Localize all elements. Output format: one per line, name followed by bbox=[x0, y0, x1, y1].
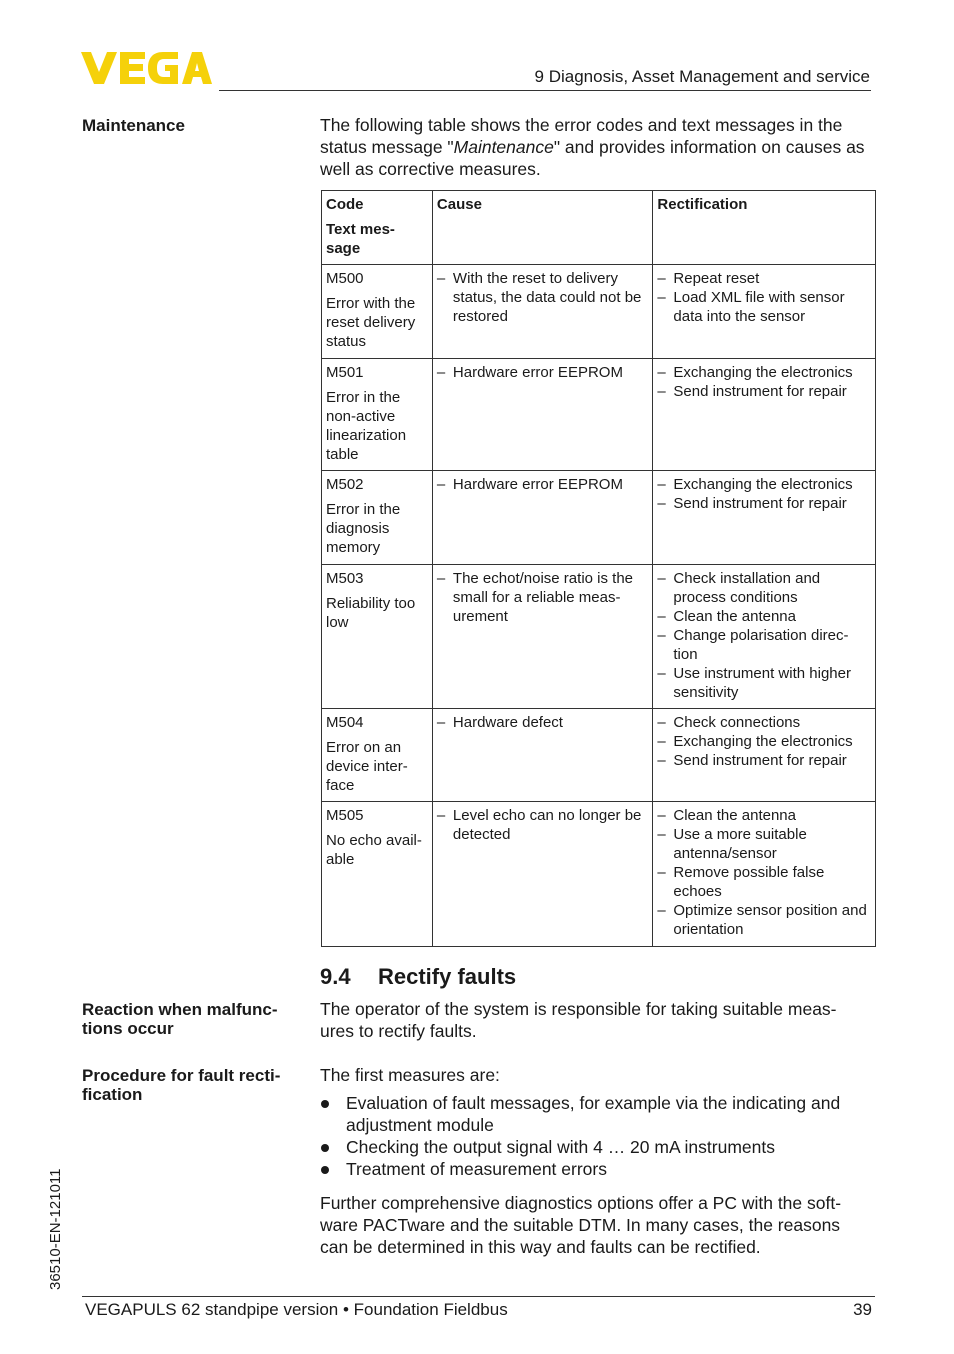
cause-cell-list bbox=[437, 806, 648, 844]
rectification-item: – Repeat reset bbox=[657, 269, 871, 288]
rectification-cell bbox=[653, 359, 876, 471]
rectification-cell-list bbox=[657, 363, 871, 401]
code-cell bbox=[322, 265, 433, 359]
error-message: Error in the diagnosis memory bbox=[326, 501, 401, 556]
section-number: 9.4 bbox=[320, 964, 351, 989]
rectification-cell bbox=[653, 802, 876, 947]
rectification-cell bbox=[653, 709, 876, 802]
header-code-cell bbox=[322, 191, 433, 265]
section-title: Rectify faults bbox=[378, 964, 517, 989]
rectification-item: – Check connections bbox=[657, 713, 871, 732]
procedure-intro: The first measures are: bbox=[320, 1065, 500, 1085]
footer-divider bbox=[82, 1296, 875, 1297]
error-code: M503 bbox=[326, 570, 364, 587]
vega-logo bbox=[81, 52, 212, 84]
cause-item: – With the reset to delivery status, the data could not be restored bbox=[437, 269, 648, 326]
footer-product: VEGAPULS 62 standpipe version • Foundation Fieldbus bbox=[85, 1300, 508, 1319]
reaction-text: The operator of the system is responsible for taking suitable meas-ures to rectify faults. bbox=[320, 999, 837, 1041]
maintenance-intro bbox=[320, 114, 865, 180]
list-item-text: Treatment of measurement errors bbox=[346, 1159, 607, 1179]
cause-cell bbox=[432, 359, 652, 471]
section-heading bbox=[320, 964, 516, 990]
list-item-text: Evaluation of fault messages, for example via the indicating and adjustment module bbox=[346, 1093, 841, 1135]
cause-item: – Hardware error EEPROM bbox=[437, 475, 648, 494]
cause-item: – The echot/noise ratio is the small for a reliable meas-urement bbox=[437, 569, 648, 626]
list-item bbox=[320, 1136, 865, 1158]
cause-cell bbox=[432, 265, 652, 359]
header-section-title: 9 Diagnosis, Asset Management and service bbox=[534, 67, 870, 86]
error-code: M500 bbox=[326, 270, 364, 287]
error-message: No echo avail-able bbox=[326, 832, 422, 868]
rectification-item: – Clean the antenna bbox=[657, 806, 871, 825]
rectification-item: – Change polarisation direc-tion bbox=[657, 626, 871, 664]
rectification-item: – Clean the antenna bbox=[657, 607, 871, 626]
rectification-item: – Exchanging the electronics bbox=[657, 475, 871, 494]
error-message: Error in the non-active linearization table bbox=[326, 389, 407, 463]
maintenance-intro-emph: Maintenance bbox=[453, 137, 554, 157]
error-code: M504 bbox=[326, 714, 364, 731]
error-message: Error with the reset delivery status bbox=[326, 295, 416, 350]
rectification-item: – Exchanging the electronics bbox=[657, 363, 871, 382]
maintenance-table bbox=[321, 190, 876, 947]
header-text-message: Text mes-sage bbox=[326, 221, 395, 257]
rectification-item: – Check installation and process conditions bbox=[657, 569, 871, 607]
rectification-item: – Use a more suitable antenna/sensor bbox=[657, 825, 871, 863]
table-row bbox=[322, 802, 876, 947]
rectification-cell bbox=[653, 471, 876, 565]
header-rectification: Rectification bbox=[653, 191, 876, 265]
bullet-icon bbox=[321, 1100, 329, 1108]
bullet-icon bbox=[321, 1144, 329, 1152]
reaction-label: Reaction when malfunc-tions occur bbox=[82, 1000, 278, 1038]
list-item-text: Checking the output signal with 4 … 20 mA instruments bbox=[346, 1137, 775, 1157]
code-cell bbox=[322, 709, 433, 802]
rectification-cell-list bbox=[657, 475, 871, 513]
procedure-closing: Further comprehensive diagnostics options offer a PC with the soft-ware PACTware and the suitable DTM. In many cases, the reasons can be determined in this way and faults can be rectified. bbox=[320, 1193, 842, 1257]
page-number: 39 bbox=[853, 1300, 872, 1319]
rectification-item: – Send instrument for repair bbox=[657, 751, 871, 770]
rectification-cell-list bbox=[657, 713, 871, 770]
table-row bbox=[322, 265, 876, 359]
document-id: 36510-EN-121011 bbox=[47, 1168, 64, 1290]
cause-cell bbox=[432, 471, 652, 565]
rectification-item: – Optimize sensor position and orientation bbox=[657, 901, 871, 939]
cause-cell bbox=[432, 802, 652, 947]
table-row bbox=[322, 709, 876, 802]
list-item bbox=[320, 1158, 865, 1180]
table-body bbox=[322, 265, 876, 947]
header-code: Code bbox=[326, 196, 364, 213]
table-header-row bbox=[322, 191, 876, 265]
rectification-cell-list bbox=[657, 269, 871, 326]
rectification-item: – Exchanging the electronics bbox=[657, 732, 871, 751]
cause-cell bbox=[432, 565, 652, 709]
rectification-cell bbox=[653, 565, 876, 709]
header-cause: Cause bbox=[432, 191, 652, 265]
error-code: M501 bbox=[326, 364, 364, 381]
rectification-item: – Send instrument for repair bbox=[657, 494, 871, 513]
error-code: M502 bbox=[326, 476, 364, 493]
rectification-cell bbox=[653, 265, 876, 359]
error-message: Error on an device inter-face bbox=[326, 739, 408, 794]
rectification-item: – Remove possible false echoes bbox=[657, 863, 871, 901]
table-row bbox=[322, 565, 876, 709]
header-divider bbox=[219, 90, 871, 91]
measures-list bbox=[320, 1092, 865, 1180]
rectification-cell-list bbox=[657, 569, 871, 702]
code-cell bbox=[322, 471, 433, 565]
cause-cell-list bbox=[437, 269, 648, 326]
code-cell bbox=[322, 802, 433, 947]
cause-cell-list bbox=[437, 363, 648, 382]
list-item bbox=[320, 1092, 865, 1136]
cause-cell-list bbox=[437, 569, 648, 626]
error-code: M505 bbox=[326, 807, 364, 824]
error-message: Reliability too low bbox=[326, 595, 416, 631]
table-row bbox=[322, 359, 876, 471]
bullet-icon bbox=[321, 1166, 329, 1174]
code-cell bbox=[322, 565, 433, 709]
table-row bbox=[322, 471, 876, 565]
rectification-cell-list bbox=[657, 806, 871, 939]
maintenance-label: Maintenance bbox=[82, 116, 185, 135]
code-cell bbox=[322, 359, 433, 471]
cause-item: – Level echo can no longer be detected bbox=[437, 806, 648, 844]
cause-cell bbox=[432, 709, 652, 802]
cause-item: – Hardware error EEPROM bbox=[437, 363, 648, 382]
cause-cell-list bbox=[437, 475, 648, 494]
cause-cell-list bbox=[437, 713, 648, 732]
rectification-item: – Send instrument for repair bbox=[657, 382, 871, 401]
procedure-label: Procedure for fault recti-fication bbox=[82, 1066, 281, 1104]
rectification-item: – Use instrument with higher sensitivity bbox=[657, 664, 871, 702]
maintenance-intro-before: The following table shows the error codes and text messages in the status message " bbox=[320, 115, 843, 157]
rectification-item: – Load XML file with sensor data into the sensor bbox=[657, 288, 871, 326]
cause-item: – Hardware defect bbox=[437, 713, 648, 732]
maintenance-intro-after: " and provides information on causes as well as corrective measures. bbox=[320, 137, 865, 179]
